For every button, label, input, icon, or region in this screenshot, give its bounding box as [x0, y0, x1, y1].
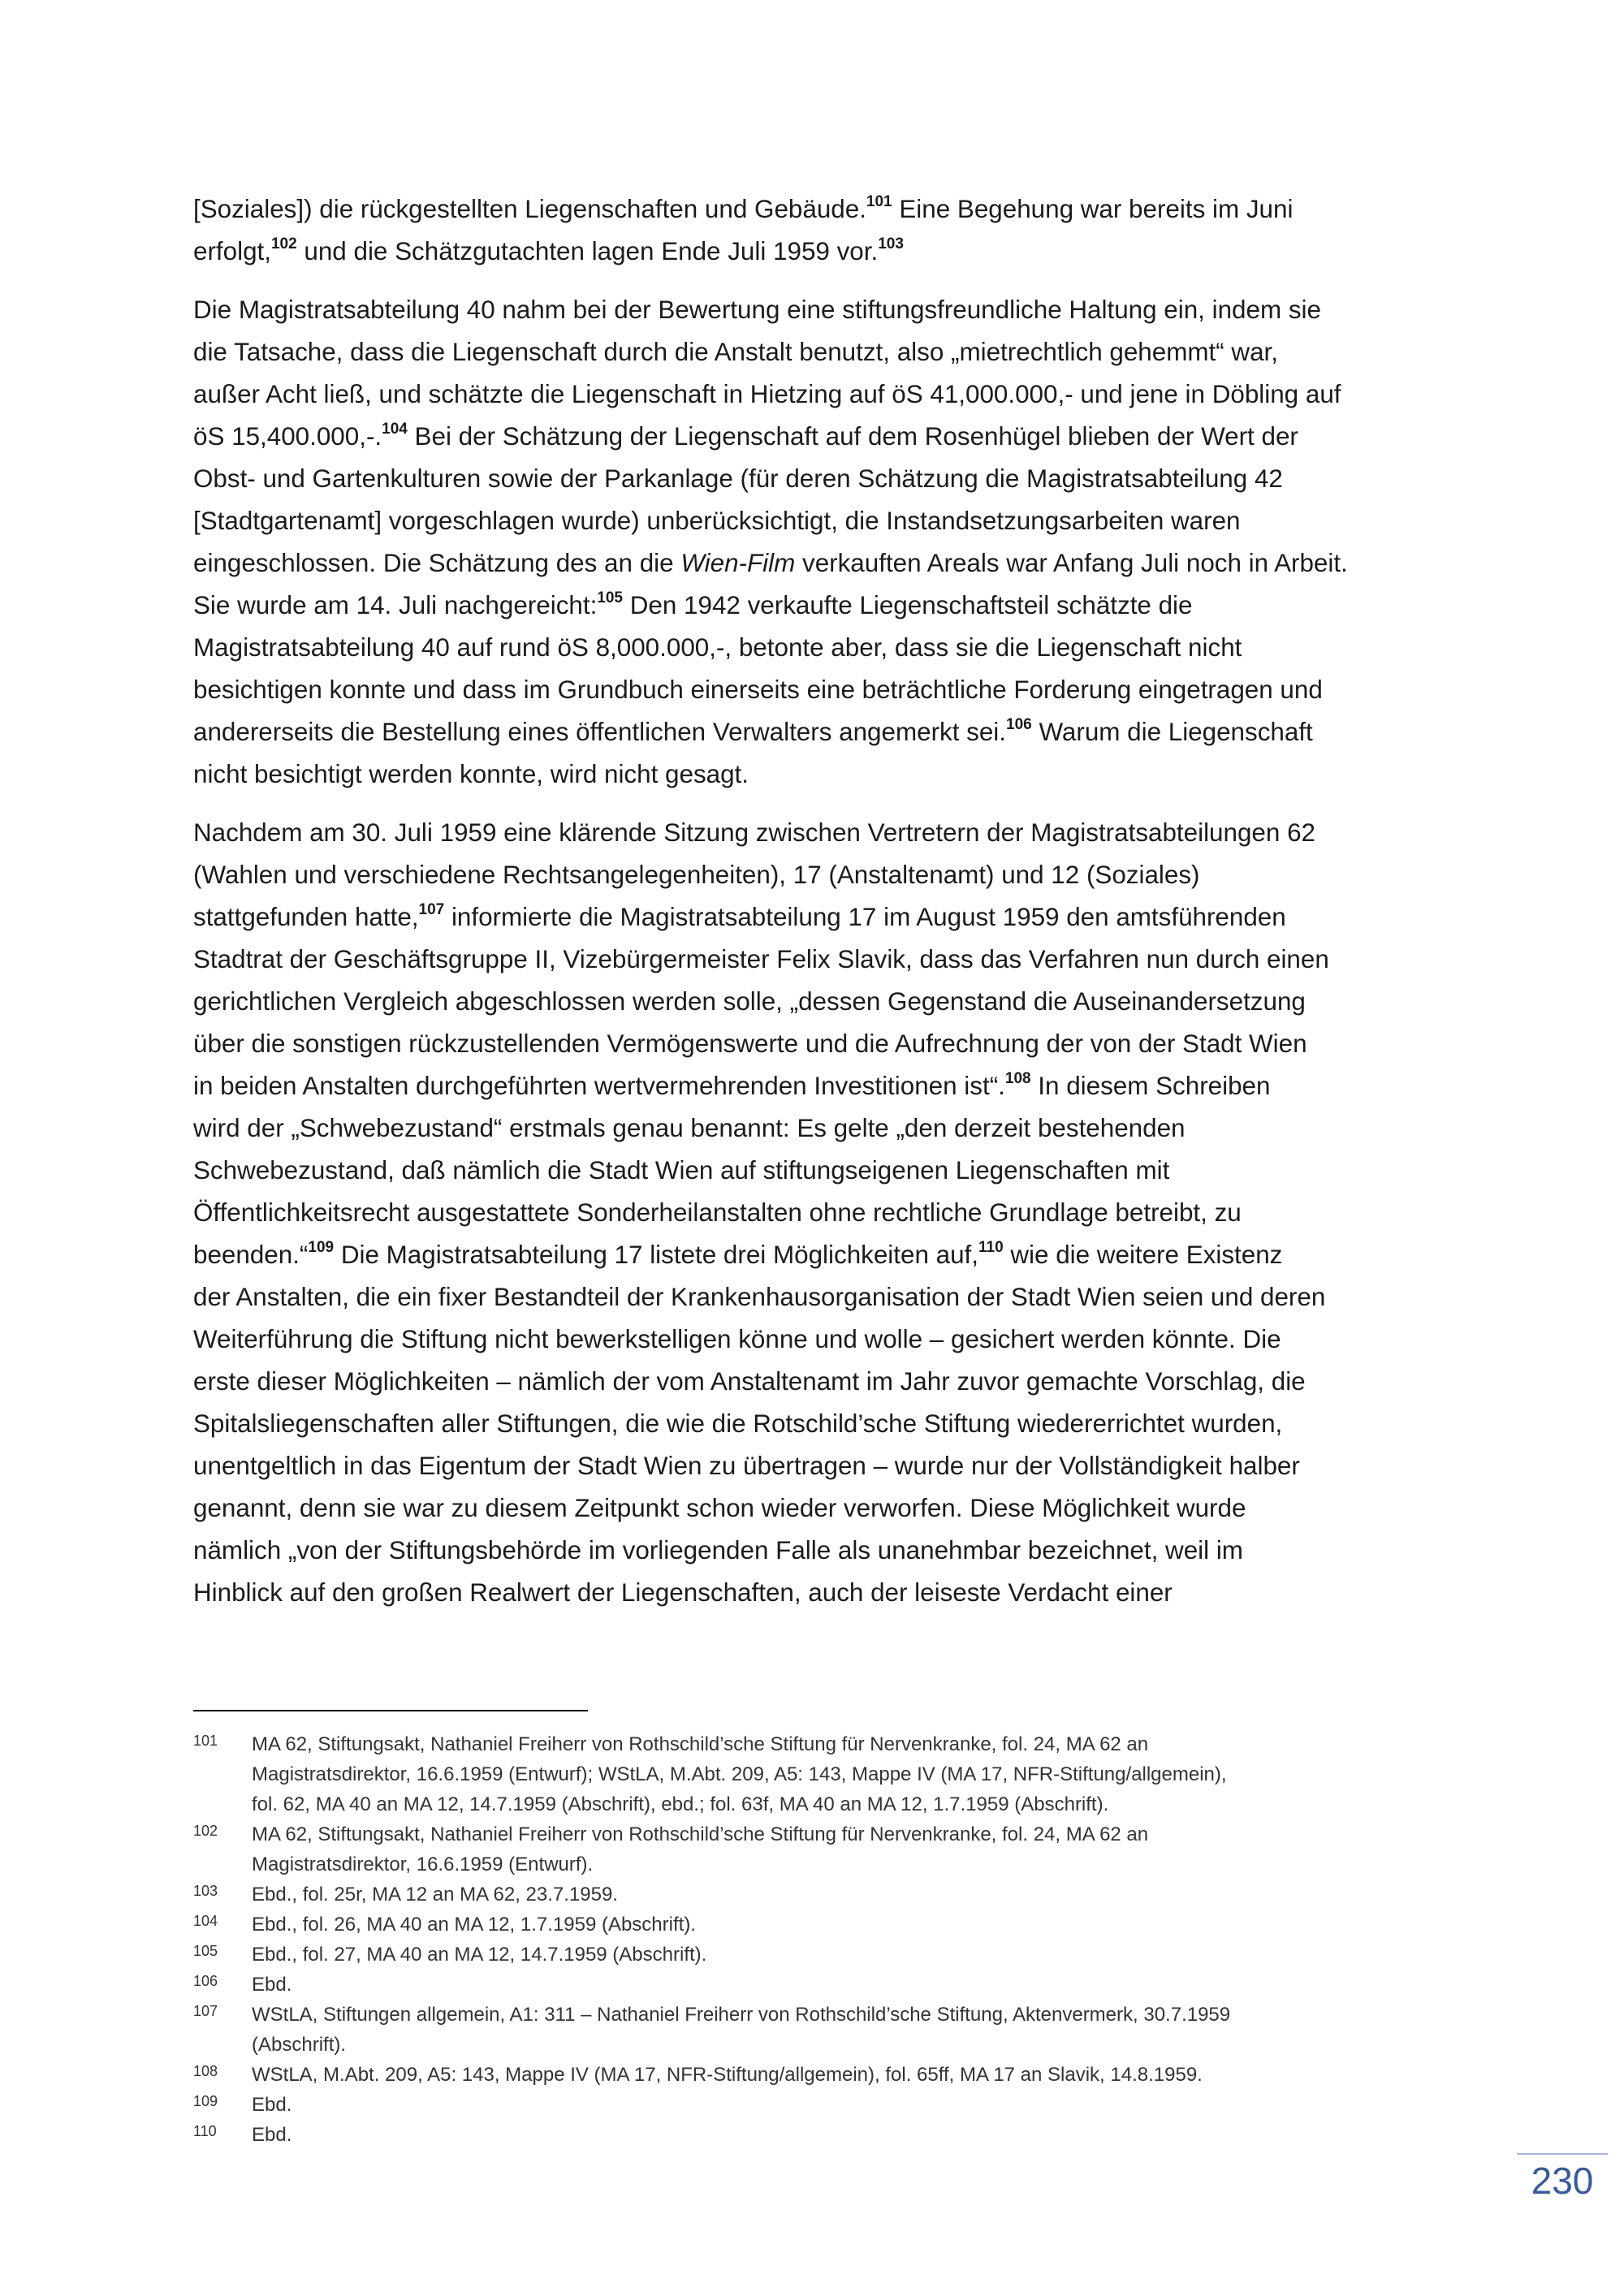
- footnote-text: Ebd.: [252, 2094, 292, 2116]
- footnote-item: [193, 2120, 1460, 2150]
- text-run: wie die weitere Existenz: [1003, 1241, 1283, 1269]
- text-run: Obst- und Gartenkulturen sowie der Parkanlage (für deren Schätzung die Magistratsabteilung 42: [193, 464, 1283, 493]
- footnote-text: MA 62, Stiftungsakt, Nathaniel Freiherr von Rothschild’sche Stiftung für Nervenkranke, fol. 24, MA 62 an Magistratsdirektor, 16.6.1959 (Entwurf).: [252, 1823, 1149, 1875]
- text-run: außer Acht ließ, und schätzte die Liegenschaft in Hietzing auf öS 41,000.000,- und jene in Döbling auf: [193, 380, 1341, 408]
- text-run: die Tatsache, dass die Liegenschaft durch die Anstalt benutzt, also „mietrechtlich gehemmt“ war,: [193, 338, 1278, 366]
- body-paragraph: [193, 289, 1444, 796]
- text-run: und die Schätzgutachten lagen Ende Juli 1959 vor.: [296, 237, 879, 265]
- text-run: nämlich „von der Stiftungsbehörde im vorliegenden Falle als unanehmbar bezeichnet, weil im: [193, 1536, 1243, 1564]
- footnote-number: 107: [193, 2003, 218, 2019]
- footnote-number: 110: [193, 2123, 217, 2139]
- footnote-reference: 108: [1004, 1070, 1031, 1087]
- text-run: Warum die Liegenschaft: [1031, 718, 1313, 746]
- text-run: über die sonstigen rückzustellenden Vermögenswerte und die Aufrechnung der von der Stadt Wien: [193, 1029, 1307, 1058]
- text-run: [Soziales]) die rückgestellten Liegenschaften und Gebäude.: [193, 195, 866, 223]
- page-number-rule: [1517, 2153, 1608, 2155]
- text-run: erfolgt,: [193, 237, 271, 265]
- body-paragraph: [193, 812, 1444, 1614]
- text-run: verkauften Areals war Anfang Juli noch in Arbeit.: [795, 549, 1348, 577]
- text-run: Die Magistratsabteilung 40 nahm bei der Bewertung eine stiftungsfreundliche Haltung ein, indem sie: [193, 296, 1321, 324]
- footnote-number: 104: [193, 1913, 218, 1929]
- footnote-text: Ebd., fol. 25r, MA 12 an MA 62, 23.7.1959.: [252, 1884, 618, 1905]
- text-run: andererseits die Bestellung eines öffentlichen Verwalters angemerkt sei.: [193, 718, 1007, 746]
- footnote-number: 106: [193, 1973, 218, 1989]
- footnotes-section: [193, 1729, 1460, 2150]
- text-run: Magistratsabteilung 40 auf rund öS 8,000.000,-, betonte aber, dass sie die Liegenschaft nicht: [193, 633, 1242, 662]
- text-run: nicht besichtigt werden konnte, wird nicht gesagt.: [193, 760, 749, 788]
- text-run: Hinblick auf den großen Realwert der Liegenschaften, auch der leiseste Verdacht einer: [193, 1578, 1173, 1607]
- footnote-reference: 109: [308, 1239, 335, 1256]
- footnote-reference: 101: [866, 193, 892, 210]
- text-run: erste dieser Möglichkeiten – nämlich der vom Anstaltenamt im Jahr zuvor gemachte Vorschlag, die: [193, 1367, 1306, 1396]
- text-run: eingeschlossen. Die Schätzung des an die: [193, 549, 681, 577]
- footnote-separator: [193, 1710, 588, 1711]
- main-text: [193, 188, 1444, 1630]
- footnote-reference: 102: [270, 235, 297, 252]
- page-number: 230: [1531, 2160, 1594, 2202]
- footnote-number: 101: [193, 1733, 218, 1749]
- text-run: Weiterführung die Stiftung nicht bewerkstelligen könne und wolle – gesichert werden könnte. Die: [193, 1325, 1281, 1353]
- footnote-item: [193, 1940, 1460, 1970]
- footnote-reference: 103: [878, 235, 904, 252]
- footnote-reference: 105: [597, 589, 623, 606]
- text-run: Stadtrat der Geschäftsgruppe II, Vizebürgermeister Felix Slavik, dass das Verfahren nun durch einen: [193, 945, 1329, 973]
- text-run: Schwebezustand, daß nämlich die Stadt Wien auf stiftungseigenen Liegenschaften mit: [193, 1156, 1170, 1185]
- text-run: In diesem Schreiben: [1030, 1072, 1271, 1100]
- text-run: Eine Begehung war bereits im Juni: [892, 195, 1294, 223]
- footnote-text: Ebd., fol. 26, MA 40 an MA 12, 1.7.1959 (Abschrift).: [252, 1914, 696, 1936]
- footnote-text: Ebd., fol. 27, MA 40 an MA 12, 14.7.1959 (Abschrift).: [252, 1944, 707, 1966]
- text-run: Spitalsliegenschaften aller Stiftungen, die wie die Rotschild’sche Stiftung wiedererrichtet wurden,: [193, 1409, 1283, 1438]
- text-run: Sie wurde am 14. Juli nachgereicht:: [193, 591, 598, 619]
- text-run: genannt, denn sie war zu diesem Zeitpunkt schon wieder verworfen. Diese Möglichkeit wurde: [193, 1494, 1246, 1522]
- text-run: Die Magistratsabteilung 17 listete drei Möglichkeiten auf,: [334, 1241, 978, 1269]
- footnote-text: MA 62, Stiftungsakt, Nathaniel Freiherr von Rothschild’sche Stiftung für Nervenkranke, fol. 24, MA 62 an Magistratsdirektor, 16.6.1959 (Entwurf); WStLA, M.Abt. 209, A5: 143, Mappe IV (MA 17, NFR-Stiftung/allgemein), fol. 62, MA 40 an MA 12, 14.7.1959 (Abschrift), ebd.; fol. 63f, MA 40 an MA 12, 1.7.1959 (Abschrift).: [252, 1733, 1227, 1815]
- footnote-reference: 104: [382, 421, 408, 438]
- text-run: Den 1942 verkaufte Liegenschaftsteil schätzte die: [623, 591, 1193, 619]
- body-paragraph: [193, 188, 1444, 273]
- footnote-text: Ebd.: [252, 2124, 292, 2146]
- footnote-reference: 106: [1006, 716, 1032, 733]
- footnote-number: 105: [193, 1943, 218, 1959]
- text-run: besichtigen konnte und dass im Grundbuch einerseits eine beträchtliche Forderung eingetragen und: [193, 675, 1323, 704]
- footnote-text: Ebd.: [252, 1974, 292, 1996]
- text-run: stattgefunden hatte,: [193, 903, 419, 931]
- text-run: Bei der Schätzung der Liegenschaft auf dem Rosenhügel blieben der Wert der: [407, 422, 1298, 451]
- text-run: (Wahlen und verschiedene Rechtsangelegenheiten), 17 (Anstaltenamt) und 12 (Soziales): [193, 861, 1200, 889]
- footnote-reference: 107: [418, 901, 445, 918]
- footnote-item: [193, 2060, 1460, 2090]
- text-run: unentgeltlich in das Eigentum der Stadt Wien zu übertragen – wurde nur der Vollständigkeit halber: [193, 1452, 1300, 1480]
- text-run: in beiden Anstalten durchgeführten wertvermehrenden Investitionen ist“.: [193, 1072, 1005, 1100]
- footnote-text: WStLA, M.Abt. 209, A5: 143, Mappe IV (MA 17, NFR-Stiftung/allgemein), fol. 65ff, MA 17 an Slavik, 14.8.1959.: [252, 2064, 1203, 2086]
- footnote-item: [193, 2000, 1460, 2060]
- footnote-number: 109: [193, 2093, 218, 2109]
- text-run: der Anstalten, die ein fixer Bestandteil der Krankenhausorganisation der Stadt Wien seien und deren: [193, 1283, 1326, 1311]
- text-run: informierte die Magistratsabteilung 17 im August 1959 den amtsführenden: [444, 903, 1286, 931]
- text-run: Nachdem am 30. Juli 1959 eine klärende Sitzung zwischen Vertretern der Magistratsabteilungen 62: [193, 818, 1315, 847]
- footnote-number: 108: [193, 2063, 218, 2079]
- footnote-item: [193, 1729, 1460, 1819]
- footnote-item: [193, 1910, 1460, 1940]
- footnote-item: [193, 1880, 1460, 1910]
- text-run: gerichtlichen Vergleich abgeschlossen werden solle, „dessen Gegenstand die Auseinandersetzung: [193, 987, 1306, 1016]
- text-run: wird der „Schwebezustand“ erstmals genau benannt: Es gelte „den derzeit bestehenden: [193, 1114, 1186, 1142]
- text-run: Öffentlichkeitsrecht ausgestattete Sonderheilanstalten ohne rechtliche Grundlage betreibt, zu: [193, 1198, 1242, 1227]
- footnote-number: 103: [193, 1883, 218, 1899]
- italic-text: Wien-Film: [680, 549, 796, 577]
- text-run: [Stadtgartenamt] vorgeschlagen wurde) unberücksichtigt, die Instandsetzungsarbeiten waren: [193, 507, 1241, 535]
- footnote-text: WStLA, Stiftungen allgemein, A1: 311 – Nathaniel Freiherr von Rothschild’sche Stiftung, Aktenvermerk, 30.7.1959 (Abschrift).: [252, 2004, 1231, 2056]
- footnote-item: [193, 2090, 1460, 2120]
- footnote-item: [193, 1970, 1460, 2000]
- footnote-number: 102: [193, 1823, 218, 1839]
- text-run: beenden.“: [193, 1241, 309, 1269]
- text-run: öS 15,400.000,-.: [193, 422, 382, 451]
- footnote-item: [193, 1819, 1460, 1880]
- footnote-reference: 110: [978, 1239, 1004, 1256]
